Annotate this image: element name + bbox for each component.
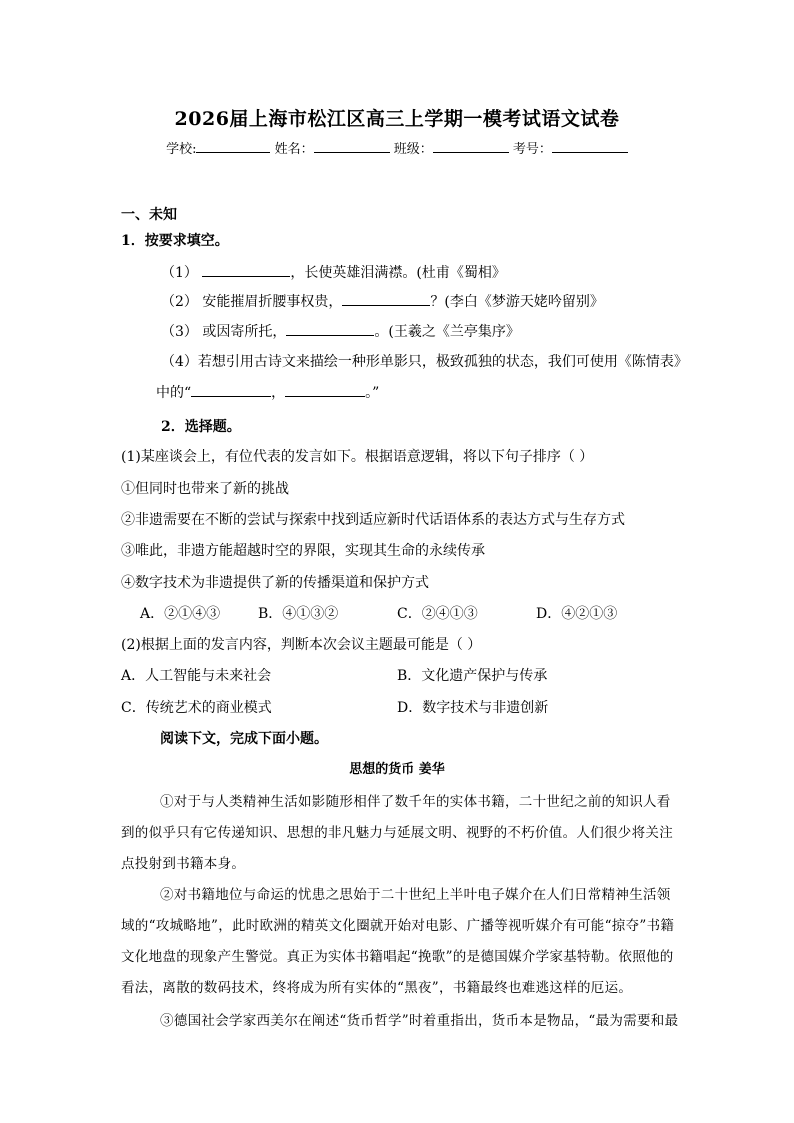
- fill-blank[interactable]: [285, 382, 365, 397]
- option-c[interactable]: C．②④①③: [397, 606, 478, 622]
- exam-number-label: 考号：: [512, 142, 552, 157]
- sentence-1: ①但同时也带来了新的挑战: [121, 481, 289, 497]
- section-heading: 一、未知: [121, 207, 177, 223]
- item-text: 安能摧眉折腰事权贵，: [202, 294, 343, 310]
- class-label: 班级：: [393, 142, 433, 157]
- essay-paragraph-3-line-1: ③德国社会学家西美尔在阐述“货币哲学”时着重指出，货币本是物品，“最为需要和最: [160, 1013, 679, 1029]
- option-d[interactable]: D．数字技术与非遗创新: [397, 700, 549, 716]
- class-blank[interactable]: [433, 140, 509, 153]
- essay-paragraph-2-line-4: 看法，离散的数码技术，终将成为所有实体的“黑夜”，书籍最终也难逃这样的厄运。: [121, 980, 633, 996]
- q2-sub-2-prompt: (2)根据上面的发言内容，判断本次会议主题最可能是（ ）: [121, 637, 482, 653]
- name-label: 姓名：: [274, 142, 314, 157]
- reading-instruction: 阅读下文，完成下面小题。: [160, 731, 328, 747]
- option-b[interactable]: B．④①③②: [258, 606, 339, 622]
- item-number: （2）: [161, 294, 198, 310]
- school-blank[interactable]: [196, 140, 270, 153]
- q1-item-4-line-1: （4）若想引用古诗文来描绘一种形单影只，极致孤独的状态，我们可使用《陈情表》: [161, 354, 688, 370]
- name-blank[interactable]: [314, 140, 390, 153]
- q1-item-4-line-2: [156, 382, 379, 402]
- q1-item-1: [161, 262, 506, 282]
- essay-paragraph-2-line-2: 域的“攻城略地”，此时欧洲的精英文化圈就开始对电影、广播等视听媒介有可能“掠夺”书籍: [121, 918, 675, 934]
- option-b[interactable]: B．文化遗产保护与传承: [397, 668, 548, 684]
- sentence-4: ④数字技术为非遗提供了新的传播渠道和保护方式: [121, 575, 429, 591]
- student-info-line: [0, 138, 794, 157]
- sentence-2: ②非遗需要在不断的尝试与探索中找到适应新时代话语体系的表达方式与生存方式: [121, 512, 625, 528]
- comma: ，: [271, 385, 286, 401]
- essay-paragraph-1-line-2: 到的似乎只有它传递知识、思想的非凡魅力与延展文明、视野的不朽价值。人们很少将关注: [121, 825, 673, 841]
- essay-paragraph-1-line-3: 点投射到书籍本身。: [121, 856, 246, 872]
- fill-blank[interactable]: [342, 291, 430, 306]
- page-title: 2026届上海市松江区高三上学期一模考试语文试卷: [174, 108, 620, 130]
- item-text: 。(王羲之《兰亭集序》: [374, 324, 520, 340]
- option-a[interactable]: A．人工智能与未来社会: [121, 668, 272, 684]
- q2-sub-1-prompt: (1)某座谈会上，有位代表的发言如下。根据语意逻辑，将以下句子排序（ ）: [121, 449, 594, 465]
- option-a[interactable]: A．②①④③: [140, 606, 221, 622]
- quote-close: 。”: [365, 385, 380, 401]
- q1-item-3: [161, 321, 520, 341]
- school-label: 学校:: [166, 142, 197, 157]
- item-text: ？(李白《梦游天姥吟留别》: [430, 294, 604, 310]
- item-number: （3）: [161, 324, 198, 340]
- item-text: ，长使英雄泪满襟。(杜甫《蜀相》: [290, 265, 506, 281]
- fill-blank[interactable]: [202, 262, 290, 277]
- quote-open: 中的“: [156, 385, 192, 401]
- question-1-label: 1．按要求填空。: [121, 233, 229, 249]
- essay-paragraph-2-line-1: ②对书籍地位与命运的忧患之思始于二十世纪上半叶电子媒介在人们日常精神生活领: [160, 887, 671, 903]
- exam-number-blank[interactable]: [552, 140, 628, 153]
- essay-paragraph-2-line-3: 文化地盘的现象产生警觉。真正为实体书籍唱起“挽歌”的是德国媒介学家基特勒。依照他的: [121, 949, 674, 965]
- fill-blank[interactable]: [191, 382, 271, 397]
- item-text: 或因寄所托，: [202, 324, 287, 340]
- option-d[interactable]: D．④②①③: [536, 606, 618, 622]
- q1-item-2: [161, 291, 604, 311]
- item-number: （1）: [161, 265, 198, 281]
- option-c[interactable]: C．传统艺术的商业模式: [121, 700, 272, 716]
- essay-paragraph-1-line-1: ①对于与人类精神生活如影随形相伴了数千年的实体书籍，二十世纪之前的知识人看: [160, 794, 671, 810]
- sentence-3: ③唯此，非遗方能超越时空的界限，实现其生命的永续传承: [121, 543, 485, 559]
- fill-blank[interactable]: [286, 321, 374, 336]
- question-2-label: 2．选择题。: [161, 419, 241, 435]
- essay-title: 思想的货币 姜华: [349, 762, 445, 777]
